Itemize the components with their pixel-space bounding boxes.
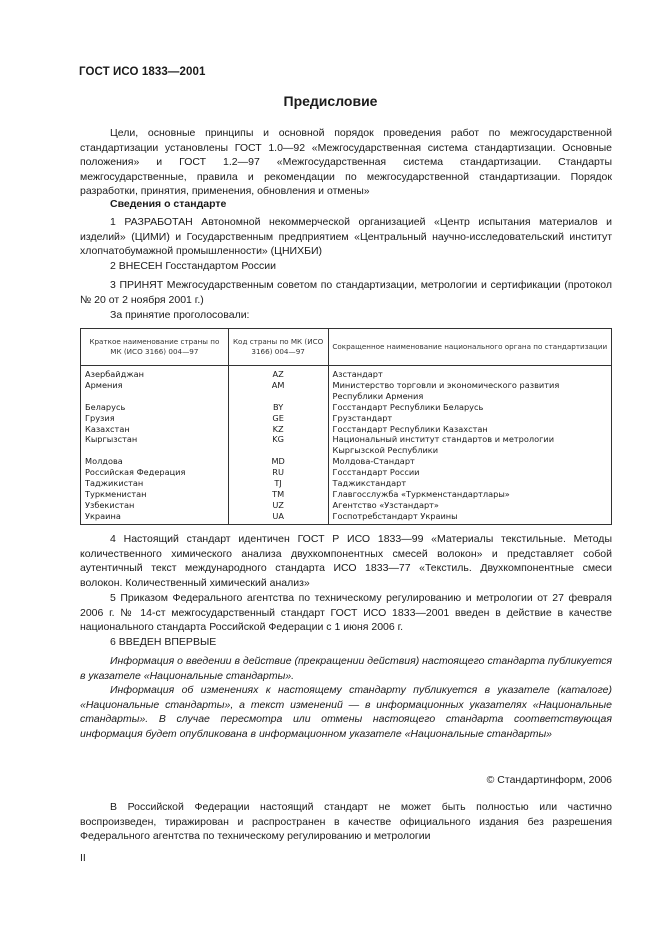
cell-code: MD	[228, 456, 328, 467]
rights-notice: В Российской Федерации настоящий стандарт не может быть полностью или частично воспроизведен, тиражирован и распространен в качестве официального издания без разрешения Федерального агентства по техническому регулированию и метрологии	[80, 801, 612, 843]
page-number: II	[80, 852, 86, 864]
cell-code: TJ	[228, 478, 328, 489]
document-code-header: ГОСТ ИСО 1833—2001	[79, 66, 206, 78]
note-introduction-info: Информация о введении в действие (прекращении действия) настоящего стандарта публикуется в указателе «Национальные стандарты».	[80, 655, 612, 682]
cell-code: UZ	[228, 500, 328, 511]
cell-org: Национальный институт стандартов и метрологии Кыргызской Республики	[328, 434, 611, 456]
item-3-adopted: 3 ПРИНЯТ Межгосударственным советом по стандартизации, метрологии и сертификации (протокол № 20 от 2 ноября 2001 г.)	[80, 279, 612, 306]
cell-country: Таджикистан	[81, 478, 229, 489]
cell-country: Азербайджан	[81, 366, 229, 380]
table-row	[81, 489, 612, 500]
cell-country: Кыргызстан	[81, 434, 229, 456]
cell-country: Туркменистан	[81, 489, 229, 500]
cell-country: Грузия	[81, 413, 229, 424]
cell-country: Украина	[81, 511, 229, 524]
cell-country: Казахстан	[81, 424, 229, 435]
header-code: Код страны по МК (ИСО 3166) 004—97	[228, 329, 328, 366]
cell-org: Главгосслужба «Туркменстандартлары»	[328, 489, 611, 500]
item-6-first-introduced: 6 ВВЕДЕН ВПЕРВЫЕ	[110, 636, 217, 648]
cell-country: Российская Федерация	[81, 467, 229, 478]
cell-org: Молдова-Стандарт	[328, 456, 611, 467]
cell-org: Госстандарт Республики Казахстан	[328, 424, 611, 435]
page-title: Предисловие	[283, 93, 378, 109]
copyright: © Стандартинформ, 2006	[486, 774, 612, 786]
cell-org: Агентство «Узстандарт»	[328, 500, 611, 511]
cell-code: UA	[228, 511, 328, 524]
cell-org: Госстандарт России	[328, 467, 611, 478]
cell-code: KG	[228, 434, 328, 456]
cell-org: Азстандарт	[328, 366, 611, 380]
table-row	[81, 467, 612, 478]
table-row	[81, 456, 612, 467]
cell-org: Госпотребстандарт Украины	[328, 511, 611, 524]
cell-code: KZ	[228, 424, 328, 435]
cell-code: GE	[228, 413, 328, 424]
header-country: Краткое наименование страны по МК (ИСО 3166) 004—97	[81, 329, 229, 366]
cell-country: Молдова	[81, 456, 229, 467]
table-row	[81, 380, 612, 402]
cell-code: BY	[228, 402, 328, 413]
table-header-row	[81, 329, 612, 366]
table-row	[81, 500, 612, 511]
cell-org: Госстандарт Республики Беларусь	[328, 402, 611, 413]
cell-org: Министерство торговли и экономического развития Республики Армения	[328, 380, 611, 402]
cell-country: Беларусь	[81, 402, 229, 413]
member-states-table	[80, 328, 612, 525]
table-row	[81, 434, 612, 456]
cell-code: RU	[228, 467, 328, 478]
cell-code: TM	[228, 489, 328, 500]
cell-code: AZ	[228, 366, 328, 380]
info-heading: Сведения о стандарте	[110, 198, 227, 210]
cell-code: AM	[228, 380, 328, 402]
table-row	[81, 402, 612, 413]
table-row	[81, 366, 612, 380]
table-row	[81, 478, 612, 489]
intro-paragraph: Цели, основные принципы и основной порядок проведения работ по межгосударственной стандартизации установлены ГОСТ 1.0—92 «Межгосударственная система стандартизации. Основные положения» и ГОСТ 1.2—97 «Межгосударственная система стандартизации. Стандарты межгосударственные, правила и рекомендации по межгосударственной стандартизации. Порядок разработки, принятия, применения, обновления и отмены»	[80, 127, 612, 198]
item-2-introduced: 2 ВНЕСЕН Госстандартом России	[110, 260, 276, 272]
cell-country: Узбекистан	[81, 500, 229, 511]
table-row	[81, 413, 612, 424]
cell-org: Таджикстандарт	[328, 478, 611, 489]
table-row	[81, 511, 612, 524]
header-org: Сокращенное наименование национального органа по стандартизации	[328, 329, 611, 366]
table-row	[81, 424, 612, 435]
item-5-order: 5 Приказом Федерального агентства по техническому регулированию и метрологии от 27 февраля 2006 г. № 14-ст межгосударственный стандарт ГОСТ ИСО 1833—2001 введен в действие в качестве национального стандарта Российской Федерации с 1 июня 2006 г.	[80, 592, 612, 634]
cell-org: Грузстандарт	[328, 413, 611, 424]
note-changes-info: Информация об изменениях к настоящему стандарту публикуется в указателе (каталоге) «Национальные стандарты», а текст изменений — в информационных указателях «Национальные стандарты». В случае пересмотра или отмены настоящего стандарта соответствующая информация будет опубликована в информационном указателе «Национальные стандарты»	[80, 684, 612, 740]
item-4-identical: 4 Настоящий стандарт идентичен ГОСТ Р ИСО 1833—99 «Материалы текстильные. Методы количественного химического анализа двухкомпонентных смесей волокон» и представляет собой аутентичный текст международного стандарта ИСО 1833—77 «Текстиль. Двухкомпонентные смеси волокон. Количественный химический анализ»	[80, 533, 612, 589]
vote-label: За принятие проголосовали:	[110, 309, 250, 321]
cell-country: Армения	[81, 380, 229, 402]
item-1-developed: 1 РАЗРАБОТАН Автономной некоммерческой организацией «Центр испытания материалов и изделий» (ЦИМИ) и Государственным предприятием «Центральный научно-исследовательский институт хлопчатобумажной промышленности» (ЦНИХБИ)	[80, 216, 612, 258]
table-body	[81, 366, 612, 525]
